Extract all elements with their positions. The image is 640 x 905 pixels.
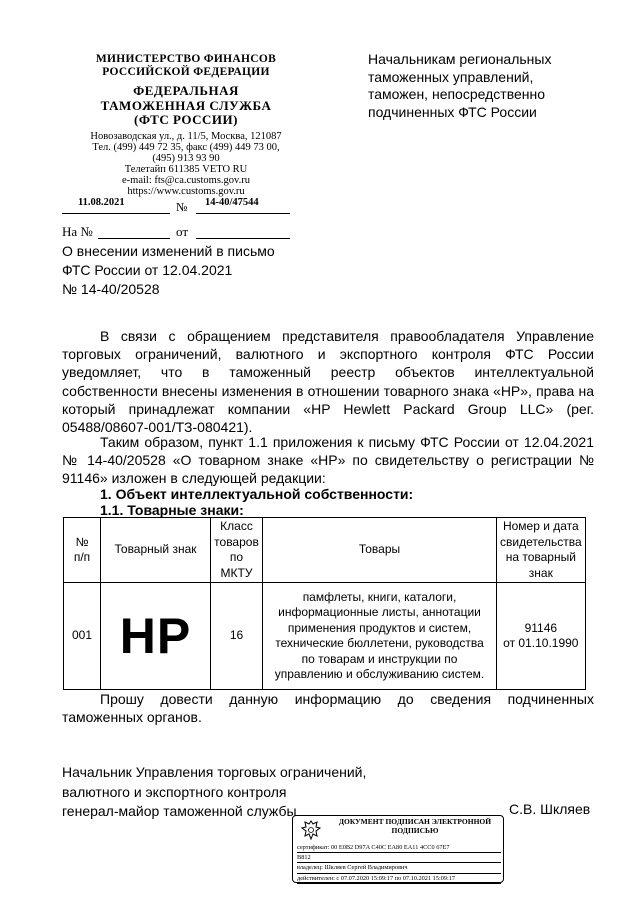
stamp-details: сертификат: 00 E0B2 D97A C40C EA80 EA11 4CC0 67E7 B812 владелец: Шкляев Сергей Владимирович действителен: с 07.07.2020 15:09:17 по 07.10.2021 15:09:17	[297, 843, 501, 884]
header-class: Класс товаров по МКТУ	[211, 518, 263, 583]
header-mark: Товарный знак	[101, 518, 211, 583]
number-sign: №	[176, 200, 188, 214]
contacts-block: Новозаводская ул., д. 11/5, Москва, 121087 Тел. (499) 449 72 35, факс (499) 449 73 00, (495) 913 93 90 Телетайп 611385 VETO RU e-mail: fts@ca.customs.gov.ru https://www.customs.gov.ru	[90, 131, 282, 197]
stamp-heading: ДОКУМЕНТ ПОДПИСАН ЭЛЕКТРОННОЙ ПОДПИСЬЮ	[338, 817, 492, 835]
section-heading-1: 1. Объект интеллектуальной собственности:	[100, 486, 414, 502]
letter-subject: О внесении изменений в письмо ФТС России от 12.04.2021 № 14-40/20528	[62, 243, 275, 297]
paragraph-notification: В связи с обращением представителя правообладателя Управление торговых ограничений, валютного и экспортного контроля ФТС России уведомляет, что в таможенный реестр объектов интеллектуальной собственности внесены изменения в отношении товарного знака «HP», права на который принадлежат компании «HP Hewlett Packard Group LLC» (рег. 05488/08607-001/ТЗ-080421).	[62, 328, 594, 436]
row-class: 16	[211, 583, 263, 690]
table-header-row	[64, 518, 586, 583]
signatory-name: С.В. Шкляев	[509, 801, 591, 817]
row-certificate: 91146 от 01.10.1990	[497, 583, 586, 690]
reply-date-label: от	[176, 224, 189, 239]
row-num: 001	[64, 583, 101, 690]
reply-to-number-label: На №	[62, 224, 93, 239]
row-goods: памфлеты, книги, каталоги, информационные листы, аннотации применения продуктов и систем, технические бюллетени, руководства по товарам и инструкции по управлению и обслуживанию систем.	[263, 583, 497, 690]
addressee-block: Начальникам региональных таможенных управлений, таможен, непосредственно подчиненных ФТС России	[368, 51, 552, 120]
section-heading-1-1: 1.1. Товарные знаки:	[100, 502, 244, 518]
number-line	[196, 213, 290, 214]
header-num: № п/п	[64, 518, 101, 583]
reply-number-line	[98, 238, 170, 239]
registration-number: 14-40/47544	[205, 197, 259, 208]
eagle-emblem-icon	[299, 818, 323, 842]
date-line	[62, 213, 170, 214]
trademark-image: HP	[101, 583, 211, 690]
table-row	[64, 583, 586, 690]
service-name: ФЕДЕРАЛЬНАЯ ТАМОЖЕННАЯ СЛУЖБА (ФТС РОССИИ)	[100, 83, 272, 127]
paragraph-amendment: Таким образом, пункт 1.1 приложения к письму ФТС России от 12.04.2021 № 14-40/20528 «О товарном знаке «HP» по свидетельству о регистрации № 91146» изложен в следующей редакции:	[62, 434, 594, 487]
ministry-name: МИНИСТЕРСТВО ФИНАНСОВ РОССИЙСКОЙ ФЕДЕРАЦИИ	[95, 53, 277, 78]
trademark-table	[63, 517, 586, 690]
header-goods: Товары	[263, 518, 497, 583]
registration-date: 11.08.2021	[78, 197, 125, 208]
header-certificate: Номер и дата свидетельства на товарный знак	[497, 518, 586, 583]
paragraph-request: Прошу довести данную информацию до сведения подчиненных таможенных органов.	[62, 691, 594, 726]
reply-date-line	[196, 238, 290, 239]
signatory-title: Начальник Управления торговых ограничений, валютного и экспортного контроля генерал-майор таможенной службы	[62, 764, 367, 819]
electronic-signature-stamp	[292, 815, 504, 883]
